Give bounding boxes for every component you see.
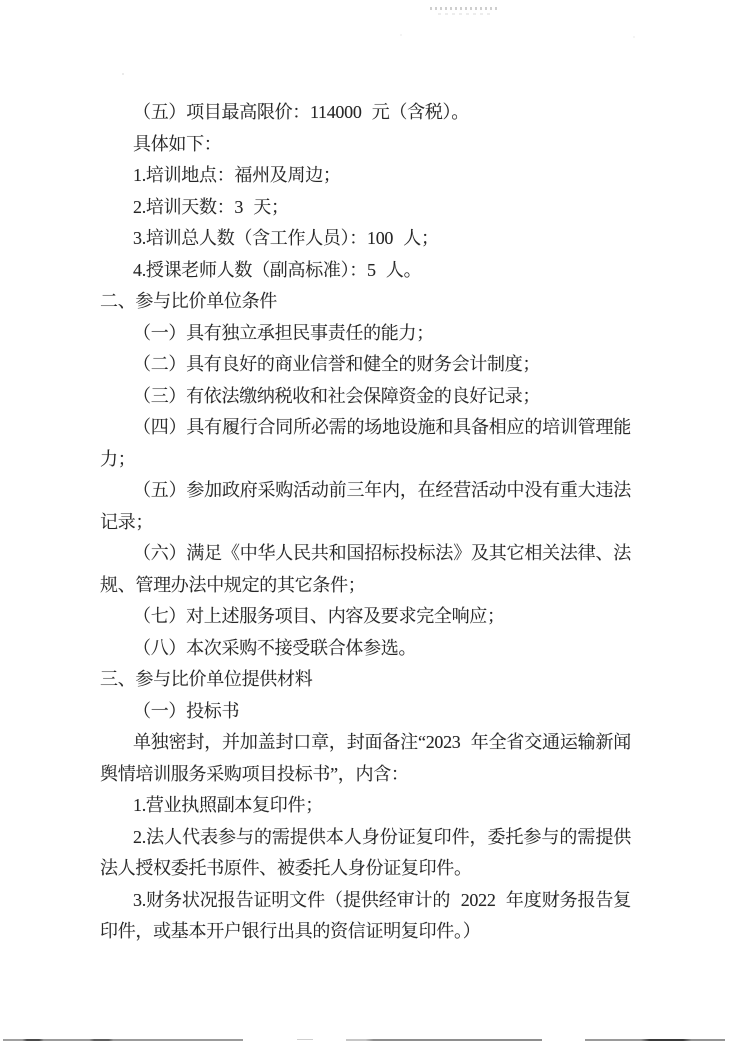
scan-line-segment bbox=[297, 1039, 313, 1040]
paragraph: 4.授课老师人数（副高标准）：5 人。 bbox=[133, 259, 422, 280]
paragraph: （一）具有独立承担民事责任的能力； bbox=[133, 322, 434, 343]
paragraph: （三）有依法缴纳税收和社会保障资金的良好记录； bbox=[133, 385, 541, 406]
scan-speck bbox=[400, 34, 402, 36]
paragraph: （五）项目最高限价：114000 元（含税）。 bbox=[133, 102, 469, 122]
paragraph: （六）满足《中华人民共和国招标投标法》及其它相关法律、法规、管理办法中规定的其它条件； bbox=[100, 543, 631, 595]
paragraph: （二）具有良好的商业信誉和健全的财务会计制度； bbox=[133, 354, 541, 374]
paragraph: （一）投标书 bbox=[133, 700, 240, 721]
paragraph: 单独密封，并加盖封口章，封面备注“2023 年全省交通运输新闻舆情培训服务采购项目投标书”，内含： bbox=[100, 732, 631, 784]
paragraph: （七）对上述服务项目、内容及要求完全响应； bbox=[133, 606, 505, 626]
scan-line-segment bbox=[3, 1039, 243, 1041]
paragraph: 2.法人代表参与的需提供本人身份证复印件，委托参与的需提供法人授权委托书原件、被委托人身份证复印件。 bbox=[100, 826, 631, 878]
section-heading: 三、参与比价单位提供材料 bbox=[100, 669, 313, 689]
paragraph: 3.财务状况报告证明文件（提供经审计的 2022 年度财务报告复印件，或基本开户银行出具的资信证明复印件。） bbox=[100, 889, 631, 941]
document-body bbox=[100, 97, 631, 948]
scan-speck bbox=[122, 73, 124, 75]
scan-line-segment bbox=[346, 1039, 542, 1041]
section-heading: 二、参与比价单位条件 bbox=[100, 291, 277, 311]
scan-artifact-top-smudge bbox=[430, 7, 500, 10]
paragraph: （八）本次采购不接受联合体参选。 bbox=[133, 637, 417, 658]
paragraph: 1.营业执照副本复印件； bbox=[133, 795, 323, 815]
paragraph: （五）参加政府采购活动前三年内，在经营活动中没有重大违法记录； bbox=[100, 480, 631, 532]
scan-speck bbox=[633, 36, 635, 38]
scan-artifact-bottom-edge bbox=[0, 1039, 745, 1043]
paragraph: 2.培训天数：3 天； bbox=[133, 196, 289, 217]
paragraph: 1.培训地点：福州及周边； bbox=[133, 165, 341, 185]
scan-artifact-top-smudge-2 bbox=[438, 13, 494, 15]
scan-line-segment bbox=[585, 1039, 725, 1041]
paragraph: 具体如下： bbox=[133, 133, 222, 154]
paragraph: 3.培训总人数（含工作人员）：100 人； bbox=[133, 228, 439, 248]
paragraph: （四）具有履行合同所必需的场地设施和具备相应的培训管理能力； bbox=[100, 417, 631, 469]
